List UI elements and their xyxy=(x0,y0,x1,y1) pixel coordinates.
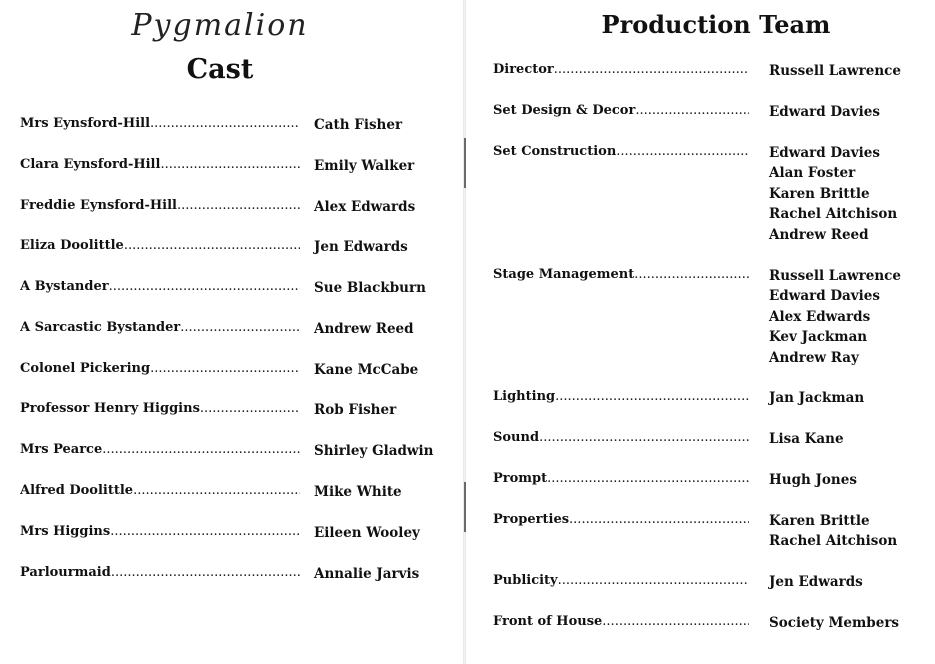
team-role: Director ..... xyxy=(493,62,749,77)
team-names: Edward Davies xyxy=(769,104,880,120)
team-role: Front of House ..... xyxy=(493,614,749,629)
cast-actor: Kane McCabe xyxy=(314,362,419,378)
team-names: Hugh Jones xyxy=(769,472,857,488)
production-team-heading: Production Team xyxy=(601,10,831,39)
cast-actor: Eileen Wooley xyxy=(314,525,420,541)
cast-role: Clara Eynsford-Hill ..... xyxy=(20,157,300,172)
team-names: Russell Lawrence xyxy=(769,63,901,79)
cast-actor: Annalie Jarvis xyxy=(314,566,420,582)
team-role: Properties ..... xyxy=(493,512,749,527)
cast-actor: Andrew Reed xyxy=(314,321,414,337)
team-names: Edward Davies Alan Foster Karen Brittle Rachel Aitchison Andrew Reed xyxy=(769,145,898,243)
cast-role: Colonel Pickering ..... xyxy=(20,361,300,376)
cast-actor: Cath Fisher xyxy=(314,117,403,133)
cast-role: Mrs Higgins ..... xyxy=(20,524,300,539)
cast-role: A Sarcastic Bystander ..... xyxy=(20,320,300,335)
team-role: Stage Management ..... xyxy=(493,267,749,282)
cast-actor: Rob Fisher xyxy=(314,402,397,418)
cast-actor: Shirley Gladwin xyxy=(314,443,434,459)
team-names: Jan Jackman xyxy=(769,390,865,406)
cast-role: Mrs Eynsford-Hill ..... xyxy=(20,116,300,131)
team-role: Publicity ..... xyxy=(493,573,749,588)
team-role: Set Construction ..... xyxy=(493,144,749,159)
team-names: Society Members xyxy=(769,615,900,631)
cast-actor: Alex Edwards xyxy=(314,199,416,215)
cast-role: Professor Henry Higgins ..... xyxy=(20,401,300,416)
cast-actor: Mike White xyxy=(314,484,402,500)
cast-actor: Emily Walker xyxy=(314,158,415,174)
cast-role: Freddie Eynsford-Hill ..... xyxy=(20,198,300,213)
production-team-page xyxy=(466,0,935,664)
play-title: Pygmalion xyxy=(131,8,309,43)
team-role: Prompt ..... xyxy=(493,471,749,486)
team-role: Sound ..... xyxy=(493,430,749,445)
team-role: Set Design & Decor ..... xyxy=(493,103,749,118)
cast-heading: Cast xyxy=(186,54,254,85)
cast-role: Alfred Doolittle ..... xyxy=(20,483,300,498)
team-names: Lisa Kane xyxy=(769,431,844,447)
cast-role: A Bystander ..... xyxy=(20,279,300,294)
team-names: Jen Edwards xyxy=(769,574,863,590)
cast-actor: Sue Blackburn xyxy=(314,280,426,296)
cast-page xyxy=(0,0,464,664)
cast-role: Eliza Doolittle ..... xyxy=(20,238,300,253)
team-names: Karen Brittle Rachel Aitchison xyxy=(769,513,898,550)
cast-role: Mrs Pearce ..... xyxy=(20,442,300,457)
cast-actor: Jen Edwards xyxy=(314,239,408,255)
team-role: Lighting ..... xyxy=(493,389,749,404)
team-names: Russell Lawrence Edward Davies Alex Edwards Kev Jackman Andrew Ray xyxy=(769,268,901,366)
cast-role: Parlourmaid ..... xyxy=(20,565,300,580)
